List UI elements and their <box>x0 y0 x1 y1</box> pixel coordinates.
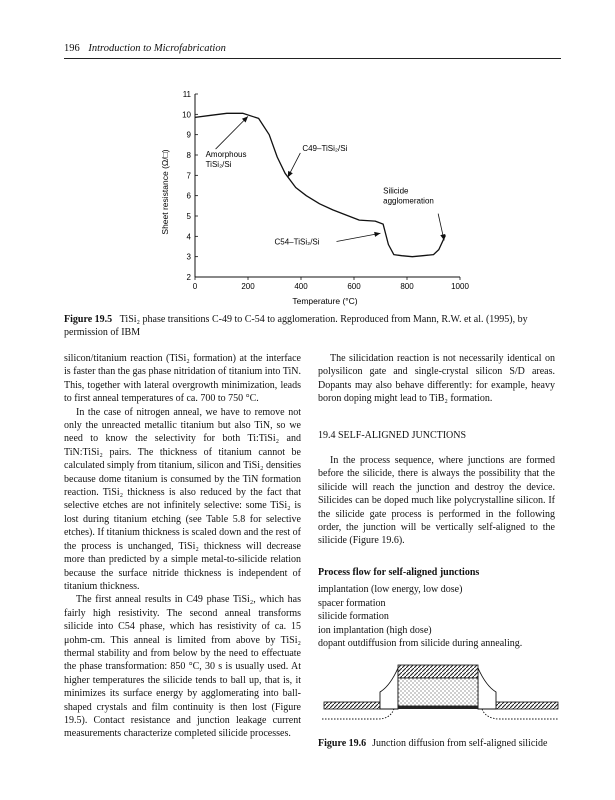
annotation-label: C49–TiSi₂/Si <box>302 143 348 153</box>
y-tick-label: 10 <box>182 110 191 120</box>
sheet-resistance-chart <box>150 82 480 310</box>
header-rule <box>64 58 561 59</box>
x-tick-label: 600 <box>347 282 361 291</box>
page-number: 196 <box>64 43 80 54</box>
annotation-label: Amorphous <box>205 150 247 160</box>
running-title: Introduction to Microfabrication <box>88 43 226 54</box>
chart-y-axis-label: Sheet resistance (Ω/□) <box>160 149 170 235</box>
left-paragraph-2: In the case of nitrogen anneal, we have to remove not only the unreacted metallic titanium but also TiN, so we need to know the selectivity for both Ti:TiSi₂ and TiN:TiSi₂ pairs. The thickness of titanium cannot be calculated simply from titanium, silicon and TiSi₂ densities because dome titanium is consumed by the TiN formation reaction. TiSi₂ thickness is also reduced by the fact that selective etches are not infinitely selective: some TiSi₂ is lost during titanium etching (see Table 5.8 for selective etches). If titanium thickness is scaled down and the rest of the process is unchanged, TiSi₂ thickness will decrease more than predicted by a simple metal-to-silicide relation because the surface nitride thickness is independent of titanium thickness. <box>64 406 301 592</box>
left-paragraph-3: The first anneal results in C49 phase TiSi₂, which has fairly high resistivity. The second anneal transforms silicide into C54 phase, which has resistivity of ca. 15 μohm-cm. This anneal is limited from above by TiSi₂ thermal stability and from below by the need to effectuate the phase transformation: 850 °C, 30 s is usually used. At higher temperatures the silicide tends to ball up, that is, it minimizes its surface energy by agglomerating into ball-shaped crystals and film continuity is then lost (Figure 19.5). Contact resistance and junction leakage current measurements characterize completed silicide processes. <box>64 594 301 740</box>
y-tick-label: 9 <box>186 130 191 140</box>
chart-x-axis-label: Temperature (°C) <box>292 296 358 306</box>
x-tick-label: 800 <box>400 282 414 291</box>
gate-oxide <box>398 706 478 709</box>
section-paragraph: In the process sequence, where junctions are formed before the silicide, there is always the possibility that the silicide will reach the junction and destroy the device. Silicides can be doped much like polycrystalline silicon. If the silicide gate process is performed in the following order, the junction will be vertically self-aligned to the silicide (Figure 19.6). <box>318 455 555 547</box>
section-heading: 19.4 SELF-ALIGNED JUNCTIONS <box>318 429 467 441</box>
annotation-arrow-line <box>216 116 248 149</box>
y-tick-label: 5 <box>186 212 191 221</box>
y-tick-label: 7 <box>186 171 191 181</box>
process-step: ion implantation (high dose) <box>318 624 432 636</box>
chart-series <box>195 113 445 256</box>
page-header <box>64 43 226 54</box>
y-tick-label: 4 <box>186 232 191 242</box>
process-steps-list <box>318 583 555 650</box>
annotation-label: TiSi₂/Si <box>205 160 232 170</box>
left-silicide-block <box>324 702 380 709</box>
x-tick-label: 1000 <box>451 282 469 291</box>
annotation-label: C54–TiSi₂/Si <box>274 237 320 247</box>
figure-19-5-caption-text: TiSi₂ phase transitions C-49 to C-54 to agglomeration. Reproduced from Mann, R.W. et al. (1995), by permission of IBM <box>64 314 528 338</box>
right-spacer <box>478 668 496 709</box>
left-spacer <box>380 668 398 709</box>
process-step: spacer formation <box>318 597 386 609</box>
left-junction-profile <box>322 709 394 719</box>
left-column <box>64 352 301 741</box>
left-paragraph-1: silicon/titanium reaction (TiSi₂ formation) at the interface is faster than the gas phase nitridation of titanium into TiN. This, together with lateral overgrowth minimization, leads to first anneal temperatures of ca. 700 to 750 °C. <box>64 353 301 405</box>
right-silicide-block <box>496 702 558 709</box>
process-step: dopant outdiffusion from silicide during annealing. <box>318 637 523 649</box>
y-tick-label: 2 <box>186 273 191 282</box>
process-flow-heading: Process flow for self-aligned junctions <box>318 566 480 578</box>
chart-annotations <box>206 116 446 246</box>
y-tick-label: 6 <box>186 191 191 201</box>
annotation-arrow-head <box>374 232 380 237</box>
x-tick-label: 200 <box>241 282 255 291</box>
y-tick-label: 11 <box>182 90 191 99</box>
annotation-arrow-line <box>337 233 381 241</box>
process-step: silicide formation <box>318 611 389 623</box>
figure-19-6-caption-text: Junction diffusion from self-aligned silicide <box>372 738 548 749</box>
chart-ticks <box>182 90 469 291</box>
gate-polysilicon <box>398 678 478 706</box>
annotation-label: Silicide <box>383 186 409 196</box>
right-junction-profile <box>482 709 558 719</box>
y-tick-label: 3 <box>186 252 191 262</box>
gate-silicide <box>398 665 478 678</box>
figure-19-6-label: Figure 19.6 <box>318 738 367 749</box>
self-aligned-junction-diagram <box>318 656 563 732</box>
x-tick-label: 400 <box>294 282 308 291</box>
figure-19-6-caption <box>318 738 548 749</box>
figure-19-5-label: Figure 19.5 <box>64 314 113 325</box>
x-tick-label: 0 <box>192 282 198 291</box>
figure-19-5-caption <box>64 313 561 339</box>
annotation-label: agglomeration <box>383 196 434 206</box>
series-line <box>195 113 445 256</box>
chart-axes <box>195 94 460 277</box>
y-tick-label: 8 <box>186 151 191 160</box>
right-column <box>318 352 555 650</box>
right-paragraph-1: The silicidation reaction is not necessarily identical on polysilicon gate and single-crystal silicon S/D areas. Dopants may also behave differently: for example, heavy boron doping might lead to TiB₂ formation. <box>318 353 555 405</box>
process-step: implantation (low energy, low dose) <box>318 584 463 596</box>
